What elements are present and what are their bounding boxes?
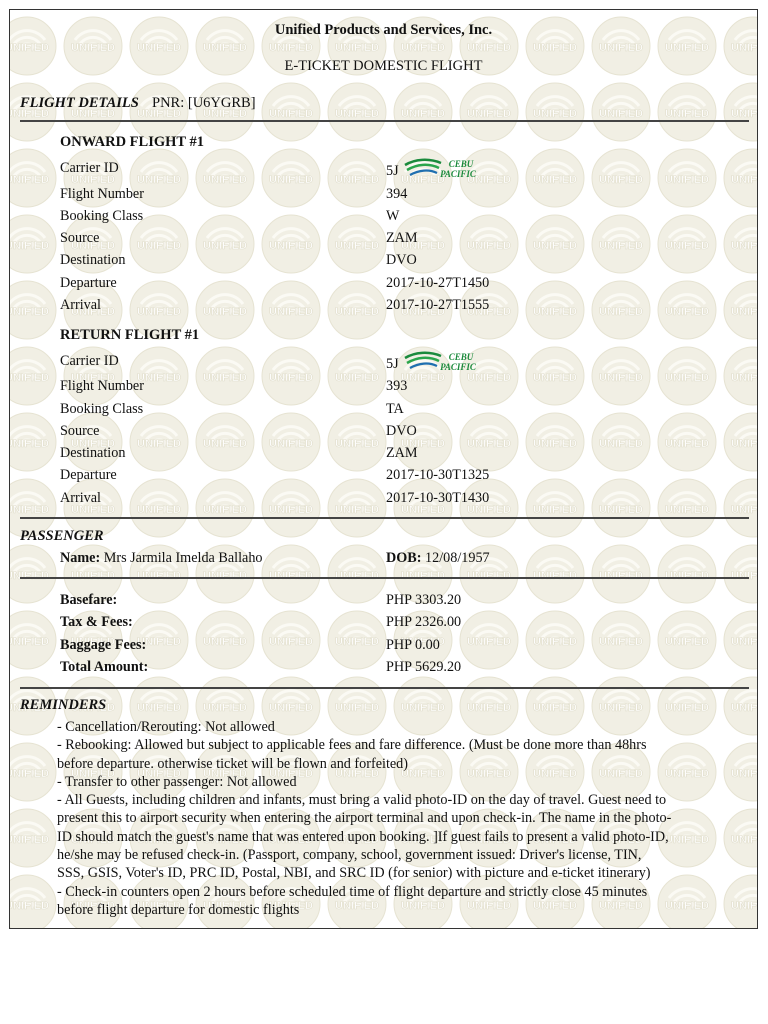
onward-source-value: ZAM <box>386 230 418 246</box>
return-carrier-code: 5J <box>386 356 399 372</box>
return-arrival-value: 2017-10-30T1430 <box>386 490 490 506</box>
flight-details-heading: FLIGHT DETAILS <box>20 95 139 111</box>
passenger-dob-label: DOB: <box>386 550 422 566</box>
onward-booking-class-value: W <box>386 208 400 224</box>
svg-text:PACIFIC: PACIFIC <box>439 169 476 179</box>
tax-fees-label: Tax & Fees: <box>60 614 133 630</box>
reminder-line: - All Guests, including children and infants, must bring a valid photo-ID on the day of travel. Guest need to <box>57 792 667 809</box>
basefare-value: PHP 3303.20 <box>386 592 462 608</box>
reminder-line: - Cancellation/Rerouting: Not allowed <box>57 719 275 735</box>
passenger-dob: 12/08/1957 <box>425 550 490 566</box>
return-destination-label: Destination <box>60 445 126 461</box>
onward-arrival-label: Arrival <box>60 297 101 313</box>
total-amount-value: PHP 5629.20 <box>386 659 462 675</box>
passenger-name-row <box>60 550 263 567</box>
return-arrival-label: Arrival <box>60 490 101 506</box>
onward-carrier-label: Carrier ID <box>60 160 119 176</box>
return-flight-heading: RETURN FLIGHT #1 <box>60 327 200 343</box>
cebu-pacific-logo <box>403 156 489 187</box>
baggage-fees-label: Baggage Fees: <box>60 637 147 653</box>
total-amount-label: Total Amount: <box>60 659 149 675</box>
passenger-name-label: Name: <box>60 550 101 566</box>
reminder-line: ID should match the guest's name that was entered upon booking. ]If guest fails to present a valid photo-ID, <box>57 828 669 845</box>
onward-arrival-value: 2017-10-27T1555 <box>386 297 490 313</box>
return-source-label: Source <box>60 423 100 439</box>
reminder-line: SSS, GSIS, Voter's ID, PRC ID, Postal, NBI, and SRC ID (for senior) with picture and e-ticket itinerary) <box>57 865 651 882</box>
onward-source-label: Source <box>60 230 100 246</box>
reminder-line: he/she may be refused check-in. (Passport, company, school, government issued: Driver's license, TIN, <box>57 847 642 864</box>
ticket-title: E-TICKET DOMESTIC FLIGHT <box>284 58 483 74</box>
onward-departure-value: 2017-10-27T1450 <box>386 275 490 291</box>
return-flight-number-value: 393 <box>386 378 408 394</box>
return-booking-class-label: Booking Class <box>60 401 144 417</box>
svg-text:CEBU: CEBU <box>448 159 473 169</box>
onward-flight-number-label: Flight Number <box>60 186 144 202</box>
onward-booking-class-label: Booking Class <box>60 208 144 224</box>
onward-carrier-code: 5J <box>386 163 399 179</box>
reminder-line: - Check-in counters open 2 hours before scheduled time of flight departure and strictly close 45 minutes <box>57 883 648 900</box>
onward-carrier-value <box>386 156 489 187</box>
reminder-line: - Rebooking: Allowed but subject to applicable fees and fare difference. (Must be done more than 48hrs <box>57 737 647 754</box>
return-flight-number-label: Flight Number <box>60 378 144 394</box>
return-destination-value: ZAM <box>386 445 418 461</box>
return-booking-class-value: TA <box>386 401 404 417</box>
return-source-value: DVO <box>386 423 417 439</box>
svg-text:PACIFIC: PACIFIC <box>439 362 476 372</box>
return-carrier-value <box>386 349 489 380</box>
divider <box>20 517 749 519</box>
svg-text:CEBU: CEBU <box>448 352 473 362</box>
onward-destination-value: DVO <box>386 252 417 268</box>
pnr-code: PNR: [U6YGRB] <box>152 95 256 111</box>
return-departure-value: 2017-10-30T1325 <box>386 467 490 483</box>
company-name: Unified Products and Services, Inc. <box>274 22 493 38</box>
reminder-line: present this to airport security when entering the airport terminal and upon check-in. The name in the photo- <box>57 810 672 827</box>
return-carrier-label: Carrier ID <box>60 353 119 369</box>
divider <box>20 120 749 122</box>
cebu-pacific-logo <box>403 349 489 380</box>
onward-destination-label: Destination <box>60 252 126 268</box>
divider <box>20 687 749 689</box>
return-departure-label: Departure <box>60 467 117 483</box>
basefare-label: Basefare: <box>60 592 118 608</box>
onward-departure-label: Departure <box>60 275 117 291</box>
reminders-list <box>57 718 717 919</box>
reminder-line: before departure. otherwise ticket will be flown and forfeited) <box>57 755 408 772</box>
reminders-heading: REMINDERS <box>20 697 107 713</box>
reminder-line: - Transfer to other passenger: Not allowed <box>57 773 297 790</box>
baggage-fees-value: PHP 0.00 <box>386 637 440 653</box>
e-ticket-document <box>9 9 758 929</box>
reminder-line: before flight departure for domestic flights <box>57 901 300 918</box>
passenger-heading: PASSENGER <box>20 528 104 544</box>
onward-flight-number-value: 394 <box>386 186 408 202</box>
passenger-dob-row <box>386 550 490 567</box>
divider <box>20 577 749 579</box>
onward-flight-heading: ONWARD FLIGHT #1 <box>60 134 204 150</box>
tax-fees-value: PHP 2326.00 <box>386 614 462 630</box>
passenger-name: Mrs Jarmila Imelda Ballaho <box>103 550 263 566</box>
